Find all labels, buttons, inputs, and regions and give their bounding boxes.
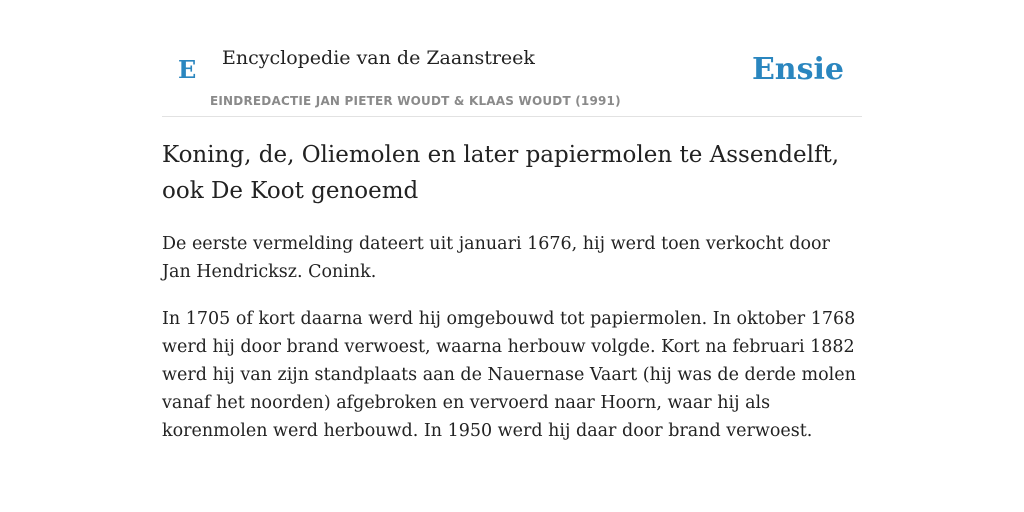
entry-content xyxy=(162,137,862,445)
site-header xyxy=(162,0,862,117)
ensie-brand-logo[interactable]: Ensie xyxy=(751,52,844,87)
entry-paragraph-1: De eerste vermelding dateert uit januari 1676, hij werd toen verkocht door Jan Hendricksz. Conink. xyxy=(162,234,830,282)
entry-paragraph-2: In 1705 of kort daarna werd hij omgebouwd tot papiermolen. In oktober 1768 werd hij door brand verwoest, waarna herbouw volgde. Kort na februari 1882 werd hij van zijn standplaats aan de Nauernase Vaart (hij was de derde molen vanaf het noorden) afgebroken en vervoerd naar Hoorn, waar hij als korenmolen werd herbouwd. In 1950 werd hij daar door brand verwoest. xyxy=(162,309,856,441)
encyclopedia-title-link[interactable]: Encyclopedie van de Zaanstreek xyxy=(222,47,535,69)
encyclopedia-logo-icon[interactable]: E xyxy=(178,55,197,84)
entry-title: Koning, de, Oliemolen en later papiermolen te Assendelft, ook De Koot genoemd xyxy=(162,142,840,204)
encyclopedia-subtitle: EINDREDACTIE JAN PIETER WOUDT & KLAAS WOUDT (1991) xyxy=(210,94,621,108)
